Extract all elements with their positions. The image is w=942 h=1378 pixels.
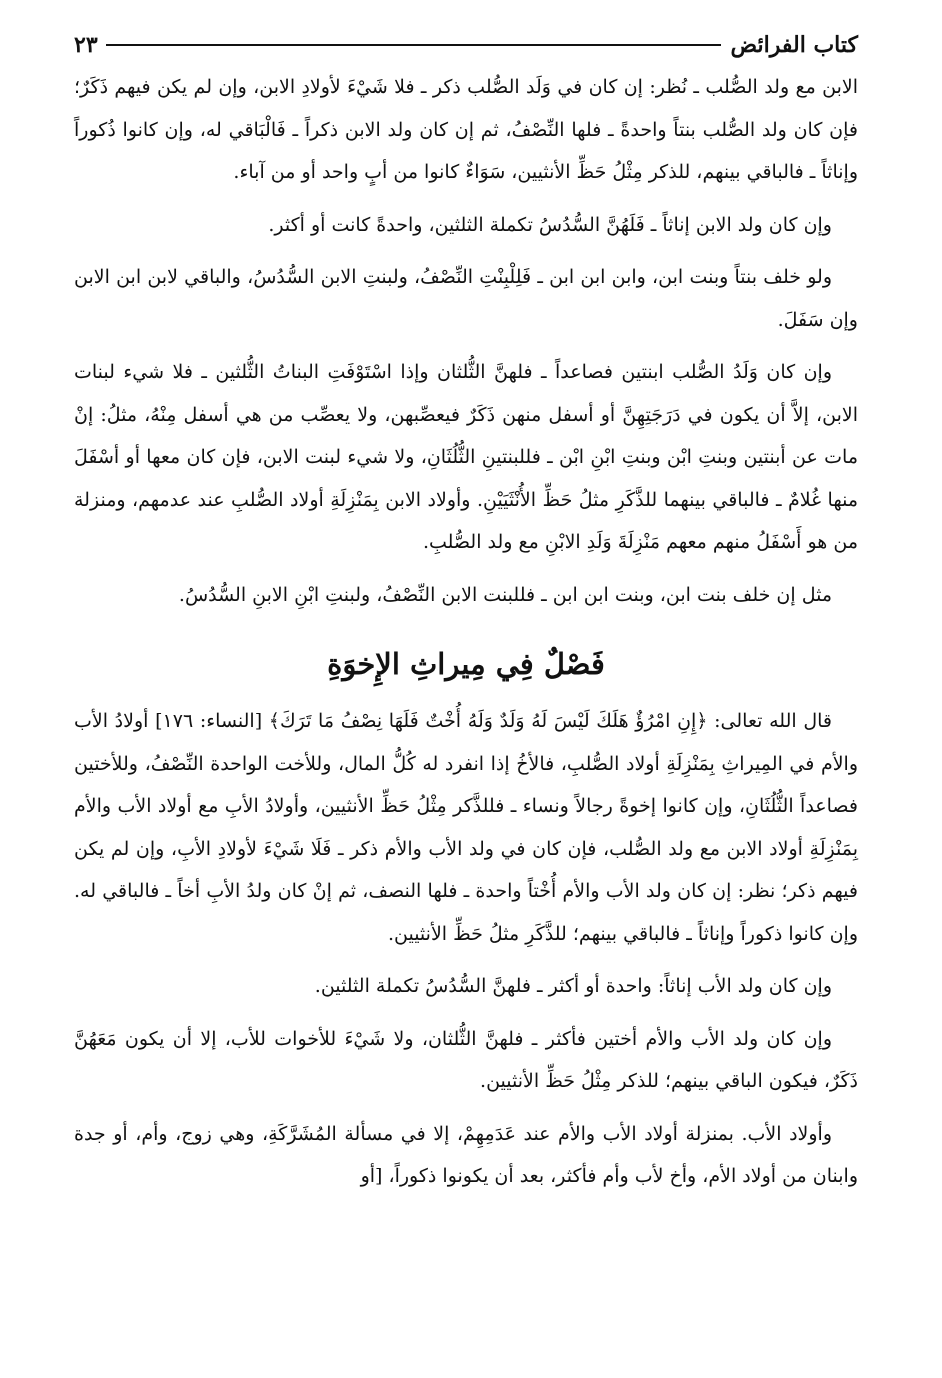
- paragraph: وإن كان ولد الأب والأم أختين فأكثر ـ فلهنَّ الثُّلثان، ولا شَيْءَ للأخوات للأب، إلا أن يكون مَعَهُنَّ ذَكَرٌ، فيكون الباقي بينهم؛ للذكر مِثْلُ حَظِّ الأنثيين.: [74, 1027, 858, 1092]
- paragraph: ولو خلف بنتاً وبنت ابن، وابن ابن ابن ـ فَلِلْبِنْتِ النِّصْفُ، ولبنتِ الابن السُّدُسُ، والباقي لابن ابن الابن وإن سَفَلَ.: [74, 266, 858, 331]
- running-header: [74, 24, 858, 66]
- paragraph: وإن كان ولد الأب إناثاً: واحدة أو أكثر ـ فلهنَّ السُّدُسُ تكملة الثلثين.: [314, 975, 832, 997]
- paragraph: وأولاد الأب. بمنزلة أولاد الأب والأم عند عَدَمِهِمْ، إلا في مسألة المُشَرَّكَةِ، وهي زوج، وأم، أو جدة وابنان من أولاد الأم، وأخ لأب وأم فأكثر، بعد أن يكونوا ذكوراً، [أو: [74, 1122, 858, 1187]
- paragraph: مثل إن خلف بنت ابن، وبنت ابن ابن ـ فللبنت الابن النِّصْفُ، ولبنتِ ابْنِ الابنِ السُّدُسُ.: [178, 583, 832, 606]
- main-text: [74, 66, 858, 1198]
- paragraph: وإن كان ولد الابن إناثاً ـ فَلَهُنَّ السُّدُسُ تكملة الثلثين، واحدةً كانت أو أكثر.: [268, 213, 832, 236]
- book-title: كتاب الفرائض: [730, 32, 858, 58]
- paragraph: قال الله تعالى: ﴿إِنِ امْرُؤٌ هَلَكَ لَيْسَ لَهُ وَلَدٌ وَلَهُ أُخْتٌ فَلَهَا نِصْفُ مَا تَرَكَ﴾ [النساء: ١٧٦] أولادُ الأب والأم في المِيراثِ بِمَنْزِلَةِ أولاد الصُّلبِ، فالأخُ إذا انفرد له كُلُّ المال، وللأخت الواحدة النِّصْفُ، وللأختين فصاعداً الثُّلُثَانِ، وإن كانوا إخوةً رجالاً ونساء ـ فللذَّكر مِثْلُ حَظِّ الأنثيين، وأولادُ الأبِ مع أولاد الأب والأم بِمَنْزِلَةِ أولاد الابن مع ولد الصُّلب، فإن كان في ولد الأب والأم ذكر ـ فَلَا شَيْءَ لأولادِ الأبِ، وإن لم يكن فيهم ذكر؛ نظر: إن كان ولد الأب والأم أُخْتاً واحدة ـ فلها النصف، ثم إنْ كان ولدُ الأبِ أخاً ـ فالباقي له. وإن كانوا ذكوراً وإناثاً ـ فالباقي بينهم؛ للذَّكَرِ مثلُ حَظِّ الأنثيين.: [74, 710, 858, 945]
- paragraph: وإن كان وَلَدُ الصُّلب ابنتين فصاعداً ـ فلهنَّ الثُّلثان وإذا اسْتَوْفَتِ البناتُ الثُّلثين ـ فلا شيء لبنات الابن، إلاَّ أن يكون في دَرَجَتِهِنَّ أو أسفل منهن ذَكَرٌ فيعصِّبهن، ولا يعصِّب من هي أسفل مِنْهُ، مثلُ: إنْ مات عن أبنتين وبنتِ ابْن وبنتِ ابْنِ ابْن ـ فللبنتينِ الثُّلُثَانِ، ولا شيء لبنت الابن، فإن كان معها أو أسْفَلَ منها غُلامٌ ـ فالباقي بينهما للذَّكَرِ مثلُ حَظِّ الأُنْثَيَيْنِ. وأولاد الابن بِمَنْزِلَةِ أولاد الصُّلبِ عند عدمهم، ومنزلة من هو أَسْفَلُ منهم معهم مَنْزِلَةَ وَلَدِ الابْنِ مع ولد الصُّلبِ.: [74, 361, 858, 553]
- header-rule: [106, 44, 721, 46]
- page-number: ٢٣: [74, 32, 98, 58]
- paragraph: الابن مع ولد الصُّلب ـ نُظر: إن كان في وَلَد الصُّلب ذكر ـ فلا شَيْءَ لأولادِ الابن، وإن لم يكن فيهم ذَكَرٌ؛ فإن كان ولد الصُّلب بنتاً واحدةً ـ فلها النِّصْفُ، ثم إن كان ولد الابن ذكراً ـ فَالْبَاقي له، وإن كانوا ذُكوراً وإناثاً ـ فالباقي بينهم، للذكر مِثْلُ حَظِّ الأنثيين، سَوَاءٌ كانوا من أبٍ واحد أو من آباء.: [74, 76, 858, 183]
- section-heading: فَصْلٌ فِي مِيراثِ الإِخوَةِ: [327, 647, 605, 681]
